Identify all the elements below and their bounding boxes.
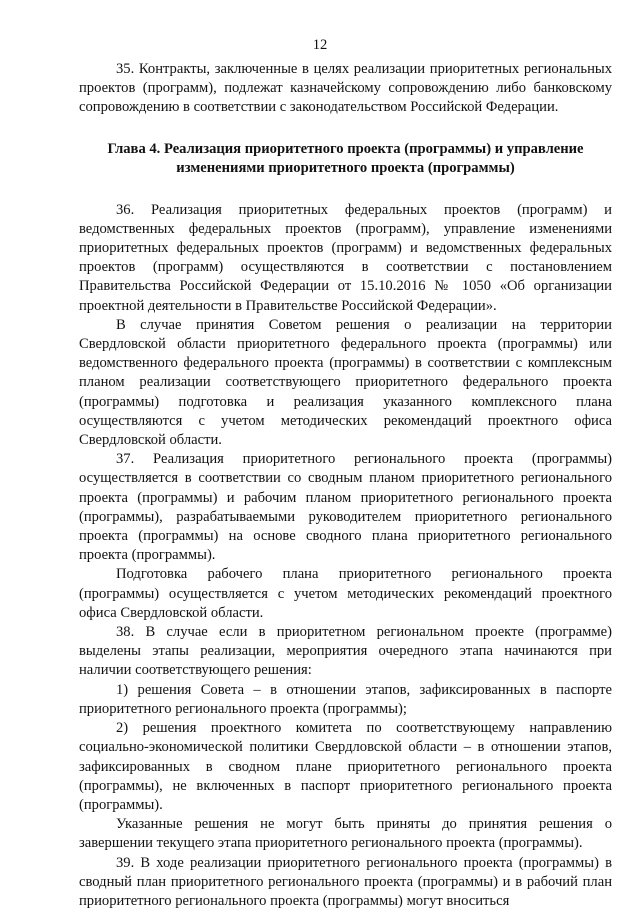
paragraph-36: 36. Реализация приоритетных федеральных проектов (программ) и ведомственных федеральных проектов (программ), управление изменениями приоритетных федеральных проектов (программ) и ведомственных федеральных проектов (программ) осуществляются в соответствии с постановлением Правительства Российской Федерации от 15.10.2016 № 1050 «Об организации проектной деятельности в Правительстве Российской Федерации». [79, 201, 612, 314]
document-body [79, 60, 612, 911]
page-number: 12 [312, 37, 328, 53]
paragraph-36-continuation: В случае принятия Советом решения о реализации на территории Свердловской области приоритетного федерального проекта (программы) или ведомственного федерального проекта (программы) в соответствии с комплексным планом реализации соответствующего приоритетного федерального проекта (программы) подготовка и реализация указанного комплексного плана осуществляются с учетом методических рекомендаций проектного офиса Свердловской области. [79, 316, 612, 449]
paragraph-38-item-2: 2) решения проектного комитета по соответствующему направлению социально-экономической политики Свердловской области – в отношении этапов, зафиксированных в сводном плане приоритетного регионального проекта (программы), не включенных в паспорт приоритетного регионального проекта (программы). [79, 720, 612, 813]
paragraph-37: 37. Реализация приоритетного регионального проекта (программы) осуществляется в соответствии со сводным планом приоритетного регионального проекта (программы) и рабочим планом приоритетного регионального проекта (программы), разрабатываемыми руководителем приоритетного регионального проекта (программы) на основе сводного плана приоритетного регионального проекта (программы). [79, 451, 612, 564]
paragraph-38-note: Указанные решения не могут быть приняты до принятия решения о завершении текущего этапа приоритетного регионального проекта (программы). [79, 816, 612, 852]
paragraph-37-continuation: Подготовка рабочего плана приоритетного регионального проекта (программы) осуществляется с учетом методических рекомендаций проектного офиса Свердловской области. [79, 566, 612, 621]
paragraph-38: 38. В случае если в приоритетном региональном проекте (программе) выделены этапы реализации, мероприятия очередного этапа начинаются при наличии соответствующего решения: [79, 624, 612, 679]
paragraph-35: 35. Контракты, заключенные в целях реализации приоритетных региональных проектов (программ), подлежат казначейскому сопровождению либо банковскому сопровождению в соответствии с законодательством Российской Федерации. [79, 61, 612, 116]
chapter-heading: Глава 4. Реализация приоритетного проекта (программы) и управление изменениями приоритетного проекта (программы) [107, 140, 584, 177]
paragraph-39: 39. В ходе реализации приоритетного регионального проекта (программы) в сводный план приоритетного регионального проекта (программы) и в рабочий план приоритетного регионального проекта (программы) могут вноситься [79, 854, 612, 909]
paragraph-38-item-1: 1) решения Совета – в отношении этапов, зафиксированных в паспорте приоритетного регионального проекта (программы); [79, 681, 612, 717]
